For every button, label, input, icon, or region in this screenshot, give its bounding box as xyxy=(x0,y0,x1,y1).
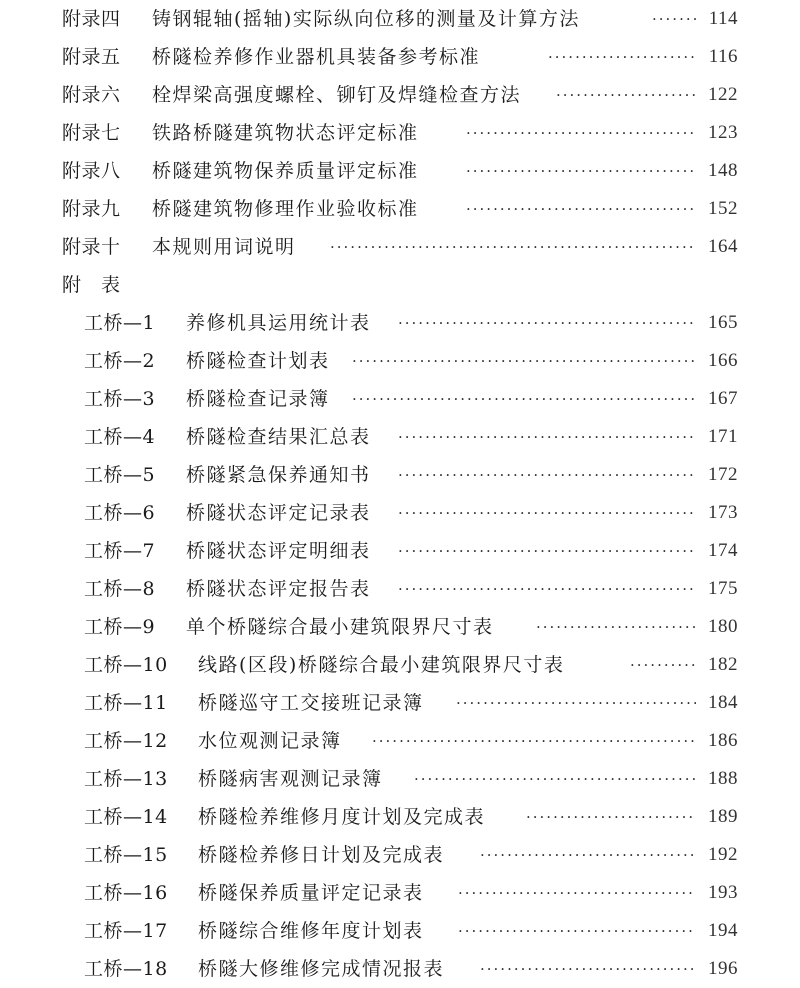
toc-entry-table-5 xyxy=(0,456,800,494)
entry-title: 线路(区段)桥隧综合最小建筑限界尺寸表 xyxy=(198,654,565,676)
entry-title: 本规则用词说明 xyxy=(152,236,296,258)
entry-code: 工桥—3 xyxy=(84,388,156,410)
dot-leader xyxy=(398,304,696,342)
dot-leader xyxy=(352,380,696,418)
dot-leader xyxy=(466,190,696,228)
entry-code: 工桥—1 xyxy=(84,312,156,334)
entry-page-number: 152 xyxy=(708,198,738,219)
entry-title: 桥隧检查计划表 xyxy=(186,350,330,372)
entry-title: 桥隧检养维修月度计划及完成表 xyxy=(198,806,486,828)
entry-title: 栓焊梁高强度螺栓、铆钉及焊缝检查方法 xyxy=(152,84,522,106)
entry-title: 铁路桥隧建筑物状态评定标准 xyxy=(152,122,419,144)
entry-title: 桥隧检查结果汇总表 xyxy=(186,426,371,448)
entry-page-number: 164 xyxy=(708,236,738,257)
entry-title: 桥隧状态评定记录表 xyxy=(186,502,371,524)
entry-page-number: 166 xyxy=(708,350,738,371)
entry-page-number: 188 xyxy=(708,768,738,789)
toc-entry-table-2 xyxy=(0,342,800,380)
toc-entry-table-16 xyxy=(0,874,800,912)
toc-entry-table-1 xyxy=(0,304,800,342)
entry-page-number: 194 xyxy=(708,920,738,941)
entry-page-number: 165 xyxy=(708,312,738,333)
entry-page-number: 193 xyxy=(708,882,738,903)
entry-page-number: 196 xyxy=(708,958,738,979)
toc-entry-appendix-7 xyxy=(0,114,800,152)
dot-leader xyxy=(630,646,696,684)
entry-code: 附录七 xyxy=(62,122,121,144)
toc-entry-table-6 xyxy=(0,494,800,532)
toc-entry-table-14 xyxy=(0,798,800,836)
entry-page-number: 116 xyxy=(708,46,738,67)
entry-page-number: 123 xyxy=(708,122,738,143)
entry-page-number: 122 xyxy=(708,84,738,105)
dot-leader xyxy=(536,608,696,646)
dot-leader xyxy=(458,912,696,950)
entry-code: 附录六 xyxy=(62,84,121,106)
entry-code: 工桥—7 xyxy=(84,540,156,562)
dot-leader xyxy=(414,760,696,798)
dot-leader xyxy=(330,228,696,266)
entry-page-number: 171 xyxy=(708,426,738,447)
entry-page-number: 175 xyxy=(708,578,738,599)
dot-leader xyxy=(652,0,696,38)
entry-code: 工桥—12 xyxy=(84,730,168,752)
toc-entry-table-4 xyxy=(0,418,800,456)
entry-title: 桥隧大修维修完成情况报表 xyxy=(198,958,445,980)
entry-code: 工桥—2 xyxy=(84,350,156,372)
attached-tables-heading-row xyxy=(0,266,800,304)
entry-title: 桥隧综合维修年度计划表 xyxy=(198,920,424,942)
entry-page-number: 173 xyxy=(708,502,738,523)
dot-leader xyxy=(352,342,696,380)
entry-code: 工桥—9 xyxy=(84,616,156,638)
entry-title: 桥隧检养修作业器机具装备参考标准 xyxy=(152,46,481,68)
entry-page-number: 192 xyxy=(708,844,738,865)
toc-entry-table-8 xyxy=(0,570,800,608)
entry-page-number: 184 xyxy=(708,692,738,713)
entry-page-number: 148 xyxy=(708,160,738,181)
dot-leader xyxy=(466,114,696,152)
toc-entry-table-17 xyxy=(0,912,800,950)
entry-title: 桥隧建筑物保养质量评定标准 xyxy=(152,160,419,182)
toc-entry-table-13 xyxy=(0,760,800,798)
entry-code: 工桥—18 xyxy=(84,958,168,980)
entry-page-number: 186 xyxy=(708,730,738,751)
entry-title: 桥隧检养修日计划及完成表 xyxy=(198,844,445,866)
entry-title: 单个桥隧综合最小建筑限界尺寸表 xyxy=(186,616,494,638)
entry-code: 工桥—14 xyxy=(84,806,168,828)
entry-title: 桥隧保养质量评定记录表 xyxy=(198,882,424,904)
dot-leader xyxy=(480,950,696,988)
toc-entry-table-15 xyxy=(0,836,800,874)
entry-page-number: 167 xyxy=(708,388,738,409)
entry-code: 工桥—15 xyxy=(84,844,168,866)
dot-leader xyxy=(398,494,696,532)
entry-title: 桥隧巡守工交接班记录簿 xyxy=(198,692,424,714)
toc-entry-table-9 xyxy=(0,608,800,646)
entry-page-number: 182 xyxy=(708,654,738,675)
toc-entry-appendix-8 xyxy=(0,152,800,190)
dot-leader xyxy=(526,798,696,836)
dot-leader xyxy=(372,722,696,760)
entry-code: 工桥—5 xyxy=(84,464,156,486)
dot-leader xyxy=(458,874,696,912)
dot-leader xyxy=(398,532,696,570)
entry-code: 附录五 xyxy=(62,46,121,68)
entry-code: 工桥—11 xyxy=(84,692,168,714)
entry-title: 桥隧建筑物修理作业验收标准 xyxy=(152,198,419,220)
entry-title: 桥隧状态评定报告表 xyxy=(186,578,371,600)
dot-leader xyxy=(398,570,696,608)
dot-leader xyxy=(556,76,696,114)
entry-title: 桥隧状态评定明细表 xyxy=(186,540,371,562)
dot-leader xyxy=(456,684,696,722)
entry-page-number: 172 xyxy=(708,464,738,485)
toc-entry-appendix-6 xyxy=(0,76,800,114)
entry-title: 养修机具运用统计表 xyxy=(186,312,371,334)
entry-code: 工桥—13 xyxy=(84,768,168,790)
dot-leader xyxy=(480,836,696,874)
toc-entry-table-18 xyxy=(0,950,800,988)
entry-title: 桥隧紧急保养通知书 xyxy=(186,464,371,486)
entry-page-number: 189 xyxy=(708,806,738,827)
dot-leader xyxy=(398,456,696,494)
toc-entry-table-12 xyxy=(0,722,800,760)
entry-page-number: 174 xyxy=(708,540,738,561)
toc-entry-appendix-10 xyxy=(0,228,800,266)
entry-code: 工桥—6 xyxy=(84,502,156,524)
toc-entry-appendix-5 xyxy=(0,38,800,76)
dot-leader xyxy=(548,38,696,76)
toc-entry-appendix-9 xyxy=(0,190,800,228)
toc-entry-table-3 xyxy=(0,380,800,418)
entry-code: 工桥—4 xyxy=(84,426,156,448)
toc-entry-appendix-4 xyxy=(0,0,800,38)
entry-code: 附录八 xyxy=(62,160,121,182)
entry-title: 铸钢辊轴(摇轴)实际纵向位移的测量及计算方法 xyxy=(152,8,580,30)
toc-entry-table-11 xyxy=(0,684,800,722)
entry-title: 桥隧病害观测记录簿 xyxy=(198,768,383,790)
toc-entry-table-10 xyxy=(0,646,800,684)
entry-code: 工桥—10 xyxy=(84,654,168,676)
entry-title: 桥隧检查记录簿 xyxy=(186,388,330,410)
entry-page-number: 114 xyxy=(708,8,738,29)
dot-leader xyxy=(398,418,696,456)
entry-code: 工桥—16 xyxy=(84,882,168,904)
entry-code: 附录九 xyxy=(62,198,121,220)
entry-title: 水位观测记录簿 xyxy=(198,730,342,752)
entry-code: 附录四 xyxy=(62,8,121,30)
entry-code: 工桥—8 xyxy=(84,578,156,600)
toc-entry-table-7 xyxy=(0,532,800,570)
dot-leader xyxy=(466,152,696,190)
section-heading: 附表 xyxy=(62,274,141,296)
entry-code: 工桥—17 xyxy=(84,920,168,942)
entry-page-number: 180 xyxy=(708,616,738,637)
entry-code: 附录十 xyxy=(62,236,121,258)
